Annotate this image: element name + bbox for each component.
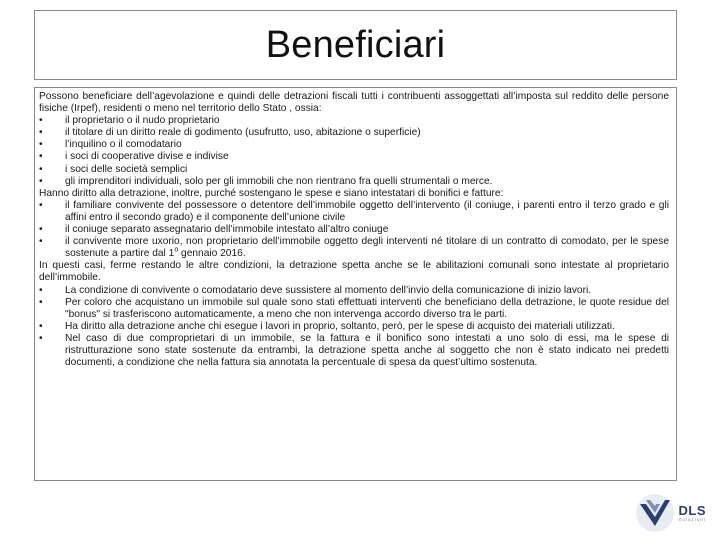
bullet: • bbox=[39, 284, 43, 296]
second-paragraph: Hanno diritto alla detrazione, inoltre, purché sostengano le spese e siano intestatari di bonifici e fatture: bbox=[39, 187, 504, 199]
list-item-text: i soci di cooperative divise e indivise bbox=[65, 151, 229, 163]
list-item bbox=[39, 151, 669, 163]
list-item bbox=[39, 200, 669, 224]
list-item-text: il proprietario o il nudo proprietario bbox=[65, 115, 220, 127]
list-item bbox=[39, 333, 669, 369]
bullet: • bbox=[39, 296, 43, 308]
list-item bbox=[39, 139, 669, 151]
list-item bbox=[39, 115, 669, 127]
bullet: • bbox=[39, 127, 43, 139]
intro-paragraph: Possono beneficiare dell’agevolazione e quindi delle detrazioni fiscali tutti i contribuenti assoggettati all’imposta sul reddito delle persone fisiche (Irpef), residenti o meno nel territorio dello Stato , ossia: bbox=[39, 91, 669, 115]
bullet: • bbox=[39, 115, 43, 127]
title-box bbox=[34, 10, 677, 80]
logo-name: DLS bbox=[678, 502, 706, 518]
list-item bbox=[39, 224, 669, 236]
list-item bbox=[39, 127, 669, 139]
slide-title: Beneficiari bbox=[265, 23, 446, 66]
list-item bbox=[39, 297, 669, 321]
list-item bbox=[39, 285, 669, 297]
bullet: • bbox=[39, 224, 43, 236]
dls-logo-icon bbox=[634, 492, 676, 534]
list-item-text: il coniuge separato assegnatario dell’immobile intestato all’altro coniuge bbox=[65, 224, 389, 236]
bullet: • bbox=[39, 163, 43, 175]
list-item bbox=[39, 321, 669, 333]
bullet: • bbox=[39, 199, 43, 211]
logo-text bbox=[679, 504, 707, 523]
bullet: • bbox=[39, 151, 43, 163]
list-item-text: il familiare convivente del possessore o detentore dell’immobile oggetto dell’intervento (il coniuge, i parenti entro il terzo grado e gli affini entro il secondo grado) e il componente dell’unione civile bbox=[65, 199, 669, 223]
list-item-text-start: il convivente more uxorio, non proprietario dell’immobile oggetto degli interventi né titolare di un contratto di comodato, per le spese sostenute a partire dal 1 bbox=[65, 236, 669, 260]
list-item bbox=[39, 176, 669, 188]
logo-tagline: Soluzioni bbox=[678, 516, 706, 522]
list-item-text: i soci delle società semplici bbox=[65, 163, 188, 175]
list-item-text: il titolare di un diritto reale di godimento (usufrutto, uso, abitazione o superficie) bbox=[65, 127, 421, 139]
list-item-text: La condizione di convivente o comodatario deve sussistere al momento dell’invio della comunicazione di inizio lavori. bbox=[65, 284, 592, 296]
content-box bbox=[34, 87, 677, 481]
list-item-text: gli imprenditori individuali, solo per gli immobili che non rientrano fra quelli strumentali o merce. bbox=[65, 175, 493, 187]
list-item-text: Nel caso di due comproprietari di un immobile, se la fattura e il bonifico sono intestati a uno solo di essi, ma le spese di ristrutturazione sono state sostenute da entrambi, la detrazione spetta anche al soggetto che non è stato indicato nei predetti documenti, a condizione che nella fattura sia annotata la percentuale di spesa da quest’ultimo sostenuta. bbox=[65, 332, 669, 369]
bullet: • bbox=[39, 320, 43, 332]
list-item-text-end: gennaio 2016. bbox=[178, 248, 246, 260]
bullet: • bbox=[39, 175, 43, 187]
ordinal-superscript: o bbox=[174, 246, 179, 254]
bullet: • bbox=[39, 332, 43, 344]
bullet: • bbox=[39, 139, 43, 151]
list-item-text: l’inquilino o il comodatario bbox=[65, 139, 182, 151]
bullet: • bbox=[39, 236, 43, 248]
third-paragraph: In questi casi, ferme restando le altre condizioni, la detrazione spetta anche se le abilitazioni comunali sono intestate al proprietario dell’immobile. bbox=[39, 260, 669, 284]
list-item-text: Per coloro che acquistano un immobile sul quale sono stati effettuati interventi che beneficiano della detrazione, le quote residue del "bonus" si trasferiscono automaticamente, a meno che non intervenga accordo diverso tra le parti. bbox=[65, 296, 669, 320]
company-logo bbox=[612, 492, 706, 534]
list-item-text: Ha diritto alla detrazione anche chi esegue i lavori in proprio, soltanto, però, per le spese di acquisto dei materiali utilizzati. bbox=[65, 320, 615, 332]
list-item bbox=[39, 236, 669, 260]
list-item bbox=[39, 164, 669, 176]
